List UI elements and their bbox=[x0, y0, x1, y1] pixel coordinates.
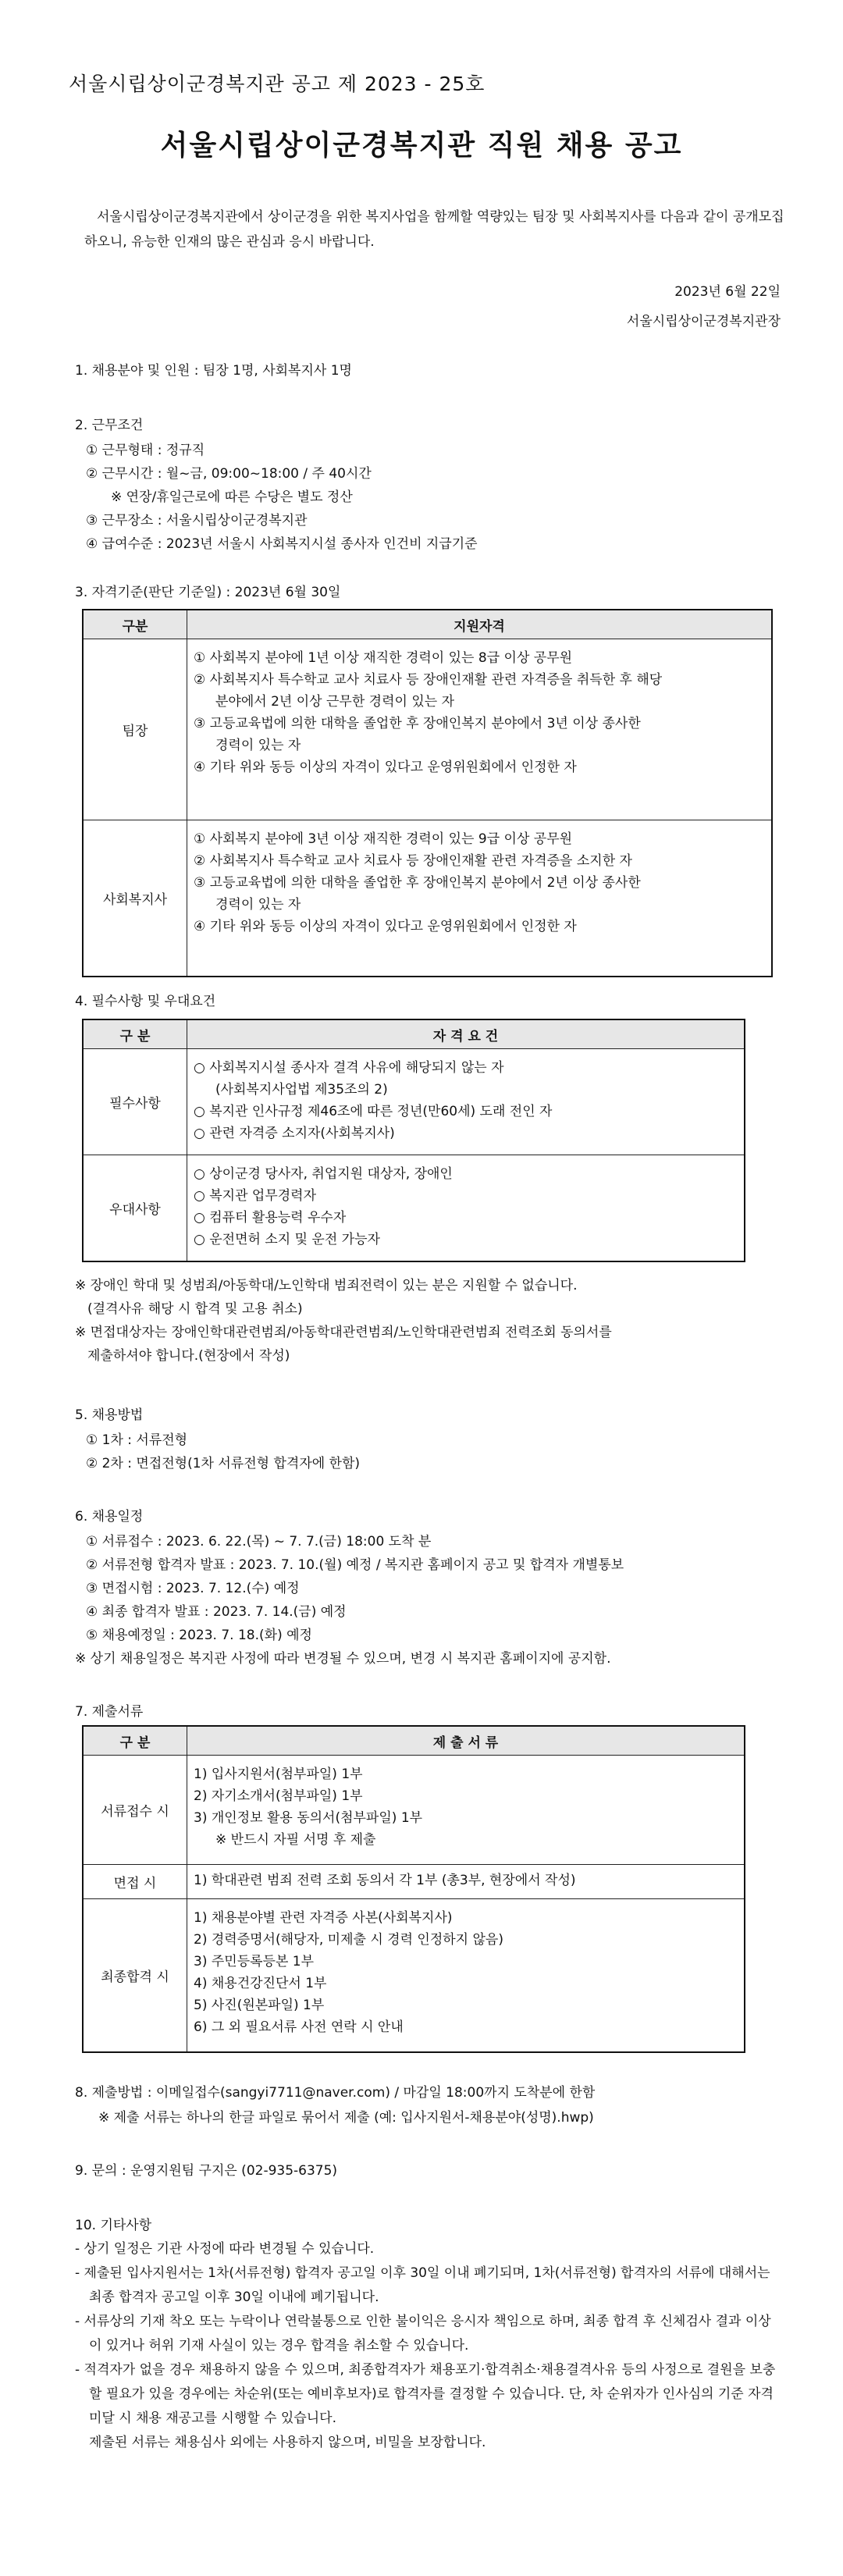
s6-item: ④ 최종 합격자 발표 : 2023. 7. 14.(금) 예정 bbox=[86, 1604, 347, 1620]
table-header: 지원자격 bbox=[187, 610, 773, 639]
s4-notes bbox=[75, 1274, 612, 1368]
s6-item: ⑤ 채용예정일 : 2023. 7. 18.(화) 예정 bbox=[86, 1628, 312, 1643]
qualification-table bbox=[82, 609, 773, 977]
list-item: 2) 자기소개서(첨부파일) 1부 bbox=[194, 1788, 363, 1804]
s2-item: ③ 근무장소 : 서울시립상이군경복지관 bbox=[86, 513, 308, 528]
row-label: 면접 시 bbox=[83, 1865, 187, 1899]
s2-note: ※ 연장/휴일근로에 따른 수당은 별도 정산 bbox=[111, 489, 353, 505]
table-header: 구 분 bbox=[83, 1019, 187, 1049]
table-header: 구분 bbox=[83, 610, 187, 639]
list-item: 1) 학대관련 범죄 전력 조회 동의서 각 1부 (총3부, 현장에서 작성) bbox=[194, 1873, 576, 1888]
list-item: - 서류상의 기재 착오 또는 누락이나 연락불통으로 인한 불이익은 응시자 책임으로 하며, 최종 합격 후 신체검사 결과 이상이 있거나 허위 기재 사실이 있는 경우 합격을 취소할 수 있습니다. bbox=[75, 2314, 771, 2354]
list-item: 5) 사진(원본파일) 1부 bbox=[194, 1998, 325, 2013]
list-item: 1) 채용분야별 관련 자격증 사본(사회복지사) bbox=[194, 1910, 453, 1926]
list-item: ③ 고등교육법에 의한 대학을 졸업한 후 장애인복지 분야에서 2년 이상 종사한 bbox=[194, 875, 641, 891]
list-item: ④ 기타 위와 동등 이상의 자격이 있다고 운영위원회에서 인정한 자 bbox=[194, 760, 577, 775]
list-item: ② 사회복지사 특수학교 교사 치료사 등 장애인재활 관련 자격증을 취득한 후 해당 bbox=[194, 672, 663, 688]
list-item: 분야에서 2년 이상 근무한 경력이 있는 자 bbox=[215, 694, 454, 710]
section-4-title: 4. 필수사항 및 우대요건 bbox=[75, 994, 216, 1009]
list-item: 3) 주민등록등본 1부 bbox=[194, 1954, 315, 1969]
documents-table bbox=[82, 1725, 745, 2053]
row-label: 팀장 bbox=[83, 639, 187, 820]
list-item: 1) 입사지원서(첨부파일) 1부 bbox=[194, 1767, 363, 1782]
list-item: ○ 사회복지시설 종사자 결격 사유에 해당되지 않는 자 bbox=[194, 1060, 504, 1076]
date-block bbox=[627, 277, 781, 336]
page-title: 서울시립상이군경복지관 직원 채용 공고 bbox=[160, 129, 683, 162]
s10-list bbox=[75, 2237, 777, 2455]
s8-note: ※ 제출 서류는 하나의 한글 파일로 묶어서 제출 (예: 입사지원서-채용분야(성명).hwp) bbox=[98, 2110, 594, 2126]
list-item: 2) 경력증명서(해당자, 미제출 시 경력 인정하지 않음) bbox=[194, 1932, 503, 1948]
list-item: ① 사회복지 분야에 3년 이상 재직한 경력이 있는 9급 이상 공무원 bbox=[194, 831, 573, 847]
list-item: ① 사회복지 분야에 1년 이상 재직한 경력이 있는 8급 이상 공무원 bbox=[194, 650, 573, 666]
list-item: ○ 컴퓨터 활용능력 우수자 bbox=[194, 1210, 347, 1226]
note-line: (결격사유 해당 시 합격 및 고용 취소) bbox=[87, 1301, 303, 1317]
list-item: ○ 운전면허 소지 및 운전 가능자 bbox=[194, 1232, 380, 1247]
s2-item: ② 근무시간 : 월~금, 09:00~18:00 / 주 40시간 bbox=[86, 466, 372, 482]
table-header: 구 분 bbox=[83, 1726, 187, 1756]
list-item: - 상기 일정은 기관 사정에 따라 변경될 수 있습니다. bbox=[75, 2241, 375, 2257]
s6-item: ① 서류접수 : 2023. 6. 22.(목) ~ 7. 7.(금) 18:00 도착 분 bbox=[86, 1534, 432, 1550]
s5-item: ① 1차 : 서류전형 bbox=[86, 1432, 188, 1448]
list-item: ④ 기타 위와 동등 이상의 자격이 있다고 운영위원회에서 인정한 자 bbox=[194, 919, 577, 934]
table-row bbox=[83, 1899, 745, 2052]
list-item: 경력이 있는 자 bbox=[215, 897, 301, 913]
section-5-title: 5. 채용방법 bbox=[75, 1407, 144, 1423]
section-1-title: 1. 채용분야 및 인원 : 팀장 1명, 사회복지사 1명 bbox=[75, 363, 352, 379]
intro-paragraph: 서울시립상이군경복지관에서 상이군경을 위한 복지사업을 함께할 역량있는 팀장 및 사회복지사를 다음과 같이 공개모집 하오니, 유능한 인재의 많은 관심과 응시 바랍니다. bbox=[84, 209, 784, 250]
notice-date: 2023년 6월 22일 bbox=[674, 284, 781, 300]
s6-note: ※ 상기 채용일정은 복지관 사정에 따라 변경될 수 있으며, 변경 시 복지관 홈페이지에 공지함. bbox=[75, 1651, 611, 1667]
row-label: 우대사항 bbox=[83, 1155, 187, 1261]
row-label: 최종합격 시 bbox=[83, 1899, 187, 2052]
section-10-title: 10. 기타사항 bbox=[75, 2218, 152, 2233]
list-item: - 제출된 입사지원서는 1차(서류전형) 합격자 공고일 이후 30일 이내 폐기되며, 1차(서류전형) 합격자의 서류에 대해서는 최종 합격자 공고일 이후 30일 이내에 폐기됩니다. bbox=[75, 2265, 770, 2305]
list-item: ② 사회복지사 특수학교 교사 치료사 등 장애인재활 관련 자격증을 소지한 자 bbox=[194, 853, 632, 869]
section-7-title: 7. 제출서류 bbox=[75, 1704, 144, 1720]
s6-item: ③ 면접시험 : 2023. 7. 12.(수) 예정 bbox=[86, 1581, 300, 1596]
table-row bbox=[83, 1865, 745, 1899]
table-row bbox=[83, 820, 772, 977]
row-label: 사회복지사 bbox=[83, 820, 187, 977]
list-item: ○ 관련 자격증 소지자(사회복지사) bbox=[194, 1126, 395, 1141]
list-item: 경력이 있는 자 bbox=[215, 738, 301, 753]
list-item: 제출된 서류는 채용심사 외에는 사용하지 않으며, 비밀을 보장합니다. bbox=[89, 2435, 486, 2450]
list-item: 3) 개인정보 활용 동의서(첨부파일) 1부 bbox=[194, 1810, 423, 1826]
requirements-table bbox=[82, 1019, 745, 1262]
note-line: ※ 장애인 학대 및 성범죄/아동학대/노인학대 범죄전력이 있는 분은 지원할 수 없습니다. bbox=[75, 1278, 578, 1293]
list-item: ○ 상이군경 당사자, 취업지원 대상자, 장애인 bbox=[194, 1166, 453, 1182]
s5-item: ② 2차 : 면접전형(1차 서류전형 합격자에 한함) bbox=[86, 1456, 361, 1471]
row-label: 필수사항 bbox=[83, 1049, 187, 1155]
s2-item: ④ 급여수준 : 2023년 서울시 사회복지시설 종사자 인건비 지급기준 bbox=[86, 536, 478, 552]
table-row bbox=[83, 1756, 745, 1865]
row-label: 서류접수 시 bbox=[83, 1756, 187, 1865]
list-item: 6) 그 외 필요서류 사전 연락 시 안내 bbox=[194, 2019, 404, 2035]
issuer: 서울시립상이군경복지관장 bbox=[626, 314, 781, 329]
section-9-title: 9. 문의 : 운영지원팀 구지은 (02-935-6375) bbox=[75, 2163, 338, 2179]
table-header: 제 출 서 류 bbox=[187, 1726, 745, 1756]
table-row bbox=[83, 1049, 745, 1155]
list-item: ③ 고등교육법에 의한 대학을 졸업한 후 장애인복지 분야에서 3년 이상 종사한 bbox=[194, 716, 641, 731]
list-item: ○ 복지관 업무경력자 bbox=[194, 1188, 317, 1204]
section-6-title: 6. 채용일정 bbox=[75, 1509, 144, 1525]
s2-item: ① 근무형태 : 정규직 bbox=[86, 443, 205, 458]
section-3-title: 3. 자격기준(판단 기준일) : 2023년 6월 30일 bbox=[75, 585, 341, 600]
list-item: - 적격자가 없을 경우 채용하지 않을 수 있으며, 최종합격자가 채용포기·합격취소·채용결격사유 등의 사정으로 결원을 보충할 필요가 있을 경우에는 차순위(또는 예비후보자)로 합격자를 결정할 수 있습니다. 단, 차 순위자가 인사심의 기준 자격미달 시 채용 재공고를 시행할 수 있습니다. bbox=[75, 2362, 776, 2426]
section-2-title: 2. 근무조건 bbox=[75, 418, 144, 433]
note-line: ※ 면접대상자는 장애인학대관련범죄/아동학대관련범죄/노인학대관련범죄 전력조회 동의서를 bbox=[75, 1325, 612, 1340]
table-row bbox=[83, 1155, 745, 1261]
notice-number: 서울시립상이군경복지관 공고 제 2023 - 25호 bbox=[69, 73, 486, 95]
s6-item: ② 서류전형 합격자 발표 : 2023. 7. 10.(월) 예정 / 복지관 홈페이지 공고 및 합격자 개별통보 bbox=[86, 1557, 624, 1573]
list-item: ※ 반드시 자필 서명 후 제출 bbox=[215, 1832, 376, 1848]
list-item: ○ 복지관 인사규정 제46조에 따른 정년(만60세) 도래 전인 자 bbox=[194, 1104, 553, 1119]
list-item: 4) 채용건강진단서 1부 bbox=[194, 1976, 327, 1991]
table-header: 자 격 요 건 bbox=[187, 1019, 745, 1049]
table-row bbox=[83, 639, 772, 820]
note-line: 제출하셔야 합니다.(현장에서 작성) bbox=[87, 1348, 290, 1364]
section-8-title: 8. 제출방법 : 이메일접수(sangyi7711@naver.com) / 마감일 18:00까지 도착분에 한함 bbox=[75, 2085, 596, 2101]
list-item: (사회복지사업법 제35조의 2) bbox=[215, 1082, 388, 1098]
